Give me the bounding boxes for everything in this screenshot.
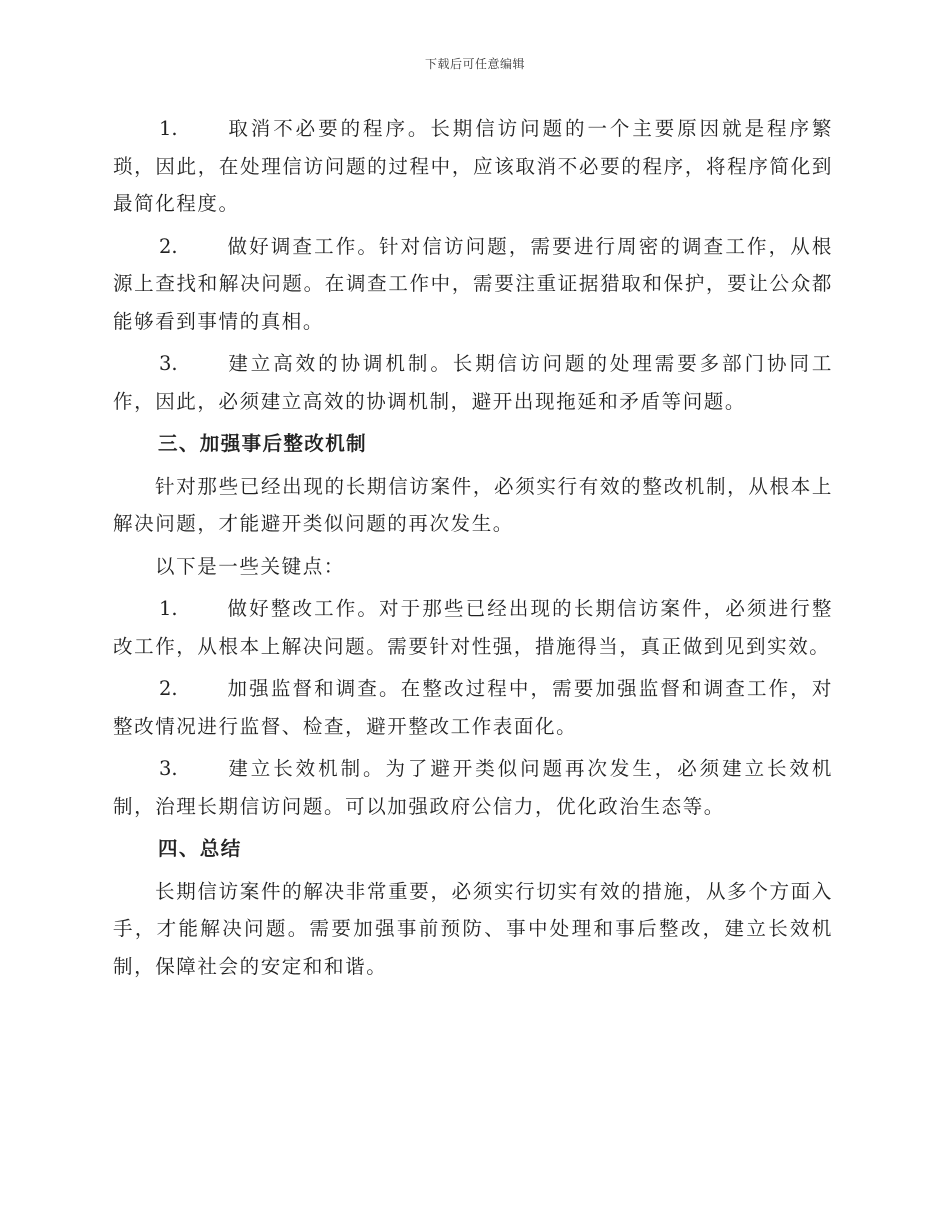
list-item-number: 1. bbox=[159, 117, 178, 140]
list-item bbox=[113, 670, 833, 745]
list-item-number: 2. bbox=[159, 677, 178, 700]
list-item-number: 2. bbox=[159, 234, 178, 258]
list-item bbox=[113, 750, 833, 825]
list-item-text: 取消不必要的程序。长期信访问题的一个主要原因就是程序繁琐，因此，在处理信访问题的过程中，应该取消不必要的程序，将程序简化到最简化程度。 bbox=[113, 117, 833, 215]
paragraph: 针对那些已经出现的长期信访案件，必须实行有效的整改机制，从根本上解决问题，才能避开类似问题的再次发生。 bbox=[113, 474, 833, 535]
list-item bbox=[113, 590, 833, 665]
document-body bbox=[113, 110, 833, 990]
list-item-text: 做好调查工作。针对信访问题，需要进行周密的调查工作，从根源上查找和解决问题。在调查工作中，需要注重证据猎取和保护，要让公众都能够看到事情的真相。 bbox=[113, 234, 833, 333]
list-item-text: 加强监督和调查。在整改过程中，需要加强监督和调查工作，对整改情况进行监督、检查，避开整改工作表面化。 bbox=[113, 677, 833, 738]
list-item-number: 3. bbox=[159, 352, 178, 375]
paragraph: 以下是一些关键点： bbox=[155, 554, 345, 578]
list-item bbox=[113, 345, 833, 420]
page-header: 下载后可任意编辑 bbox=[424, 57, 525, 71]
section-heading: 三、加强事后整改机制 bbox=[158, 432, 368, 455]
list-item bbox=[113, 228, 833, 341]
list-item-text: 建立长效机制。为了避开类似问题再次发生，必须建立长效机制，治理长期信访问题。可以加强政府公信力，优化政治生态等。 bbox=[113, 757, 833, 818]
list-item-number: 1. bbox=[159, 597, 178, 620]
list-item bbox=[113, 110, 833, 223]
section-heading: 四、总结 bbox=[158, 837, 242, 860]
list-item-text: 建立高效的协调机制。长期信访问题的处理需要多部门协同工作，因此，必须建立高效的协调机制，避开出现拖延和矛盾等问题。 bbox=[113, 352, 833, 413]
list-item-number: 3. bbox=[159, 757, 178, 780]
list-item-text: 做好整改工作。对于那些已经出现的长期信访案件，必须进行整改工作，从根本上解决问题。需要针对性强，措施得当，真正做到见到实效。 bbox=[113, 597, 833, 658]
paragraph: 长期信访案件的解决非常重要，必须实行切实有效的措施，从多个方面入手，才能解决问题。需要加强事前预防、事中处理和事后整改，建立长效机制，保障社会的安定和和谐。 bbox=[113, 879, 833, 978]
